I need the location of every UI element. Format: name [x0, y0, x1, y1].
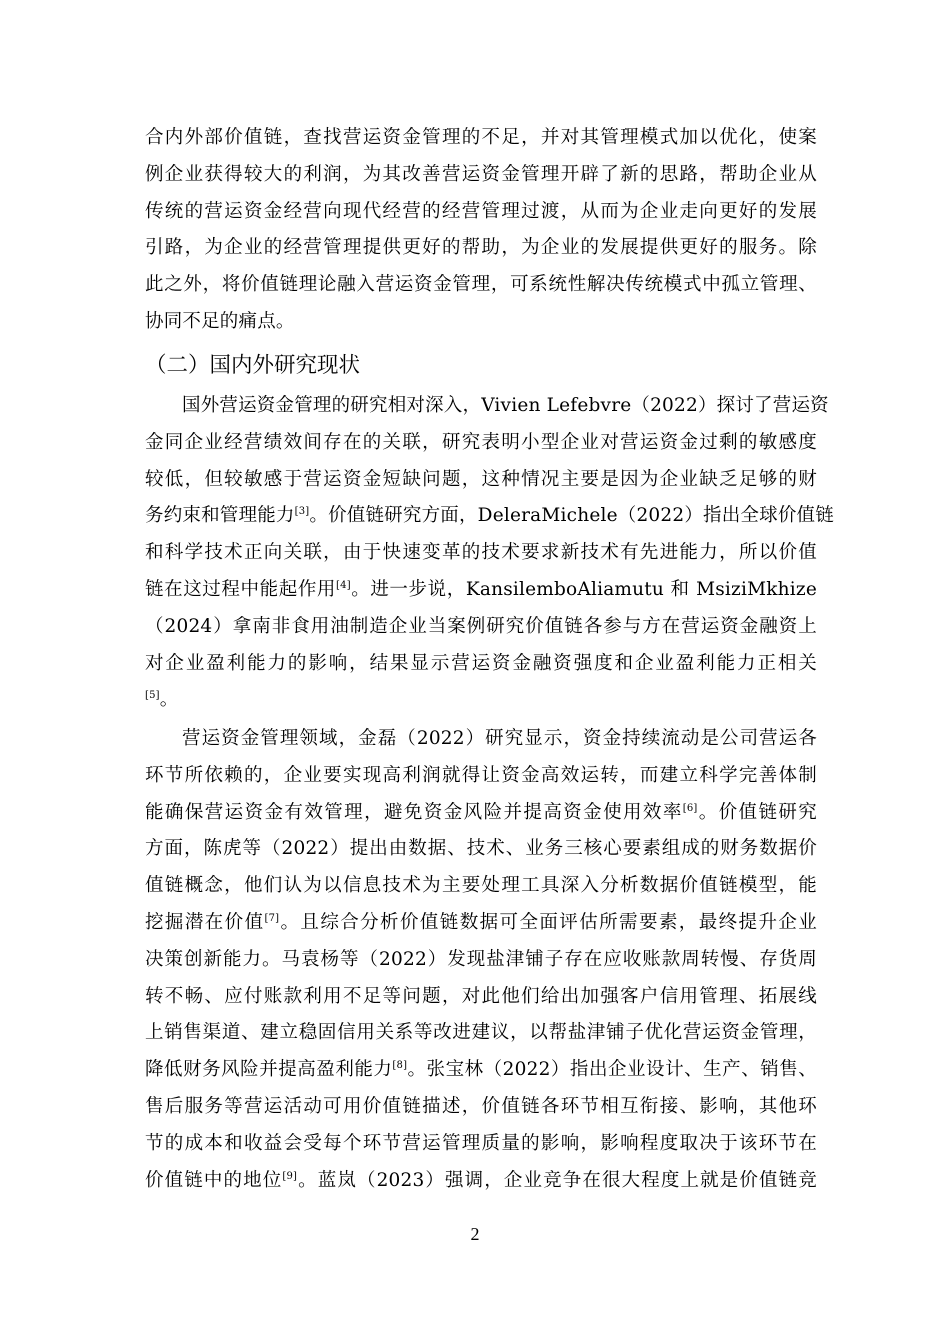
paragraph-line	[145, 1052, 817, 1089]
paragraph-line: 国外营运资金管理的研究相对深入，Vivien Lefebvre（2022）探讨了营运资	[182, 395, 829, 416]
citation-ref: [7]	[264, 912, 280, 924]
citation-ref: [8]	[392, 1060, 408, 1072]
paragraph-line: （2024）拿南非食用油制造企业当案例研究价值链各参与方在营运资金融资上	[145, 615, 817, 637]
citation-ref: [3]	[294, 506, 310, 518]
foreign-research-paragraph	[145, 388, 834, 719]
paragraph-line	[145, 905, 817, 942]
text-run: 。价值链研究	[697, 801, 817, 823]
paragraph-line: 对企业盈利能力的影响，结果显示营运资金融资强度和企业盈利能力正相关	[145, 652, 817, 674]
paragraph-line: 方面，陈虎等（2022）提出由数据、技术、业务三核心要素组成的财务数据价	[145, 838, 817, 860]
paragraph-line: 决策创新能力。马袁杨等（2022）发现盐津铺子存在应收账款周转慢、存货周	[145, 948, 817, 970]
paragraph-line: 传统的营运资金经营向现代经营的经营管理过渡，从而为企业走向更好的发展	[145, 200, 817, 222]
citation-ref: [9]	[282, 1170, 298, 1182]
paragraph-line: 和科学技术正向关联，由于快速变革的技术要求新技术有先进能力，所以价值	[145, 542, 817, 564]
paragraph-line: 转不畅、应付账款利用不足等问题，对此他们给出加强客户信用管理、拓展线	[145, 985, 817, 1007]
paragraph-line: 节的成本和收益会受每个环节营运管理质量的影响，影响程度取决于该环节在	[145, 1132, 817, 1154]
paragraph-line: 营运资金管理领域，金磊（2022）研究显示，资金持续流动是公司营运各	[182, 728, 817, 749]
text-run: 挖掘潜在价值	[145, 911, 265, 933]
paragraph-line	[145, 682, 817, 719]
page-number: 2	[470, 1224, 480, 1244]
section-heading: （二）国内外研究现状	[145, 353, 361, 378]
text-run: 。	[159, 689, 179, 711]
paragraph-line: 售后服务等营运活动可用价值链描述，价值链各环节相互衔接、影响，其他环	[145, 1095, 817, 1117]
text-run: 。价值链研究方面，DeleraMichele（2022）指出全球价值链	[309, 505, 834, 527]
citation-ref: [5]	[145, 690, 160, 702]
paragraph-line: 引路，为企业的经营管理提供更好的帮助，为企业的发展提供更好的服务。除	[145, 237, 817, 259]
text-run: 。蓝岚（2023）强调，企业竞争在很大程度上就是价值链竞	[297, 1169, 817, 1191]
text-run: 务约束和管理能力	[145, 505, 295, 527]
paragraph-line: 值链概念，他们认为以信息技术为主要处理工具深入分析数据价值链模型，能	[145, 875, 817, 897]
paragraph-line	[145, 795, 817, 832]
text-run: 链在这过程中能起作用	[145, 578, 337, 600]
intro-paragraph	[145, 120, 817, 341]
citation-ref: [4]	[336, 579, 351, 591]
text-run: 。进一步说，KansilemboAliamutu 和 MsiziMkhize	[350, 578, 817, 600]
domestic-research-paragraph	[145, 721, 817, 1199]
text-run: 价值链中的地位	[145, 1169, 283, 1191]
paragraph-line: 例企业获得较大的利润，为其改善营运资金管理开辟了新的思路，帮助企业从	[145, 163, 817, 185]
paragraph-line	[145, 498, 834, 535]
paragraph-line: 环节所依赖的，企业要实现高利润就得让资金高效运转，而建立科学完善体制	[145, 764, 817, 786]
paragraph-line	[145, 572, 817, 609]
paragraph-line: 金同企业经营绩效间存在的关联，研究表明小型企业对营运资金过剩的敏感度	[145, 431, 817, 453]
paragraph-line: 协同不足的痛点。	[145, 310, 295, 332]
citation-ref: [6]	[682, 802, 698, 814]
text-run: 能确保营运资金有效管理，避免资金风险并提高资金使用效率	[145, 801, 683, 823]
text-run: 降低财务风险并提高盈利能力	[145, 1059, 393, 1081]
text-run: 。且综合分析价值链数据可全面评估所需要素，最终提升企业	[279, 911, 817, 933]
paragraph-line: 此之外，将价值链理论融入营运资金管理，可系统性解决传统模式中孤立管理、	[145, 274, 817, 296]
paragraph-line: 合内外部价值链，查找营运资金管理的不足，并对其管理模式加以优化，使案	[145, 127, 817, 148]
paragraph-line: 上销售渠道、建立稳固信用关系等改进建议，以帮盐津铺子优化营运资金管理，	[145, 1022, 817, 1044]
paragraph-line	[145, 1163, 817, 1200]
paragraph-line: 较低，但较敏感于营运资金短缺问题，这种情况主要是因为企业缺乏足够的财	[145, 468, 817, 490]
text-run: 。张宝林（2022）指出企业设计、生产、销售、	[407, 1059, 817, 1081]
